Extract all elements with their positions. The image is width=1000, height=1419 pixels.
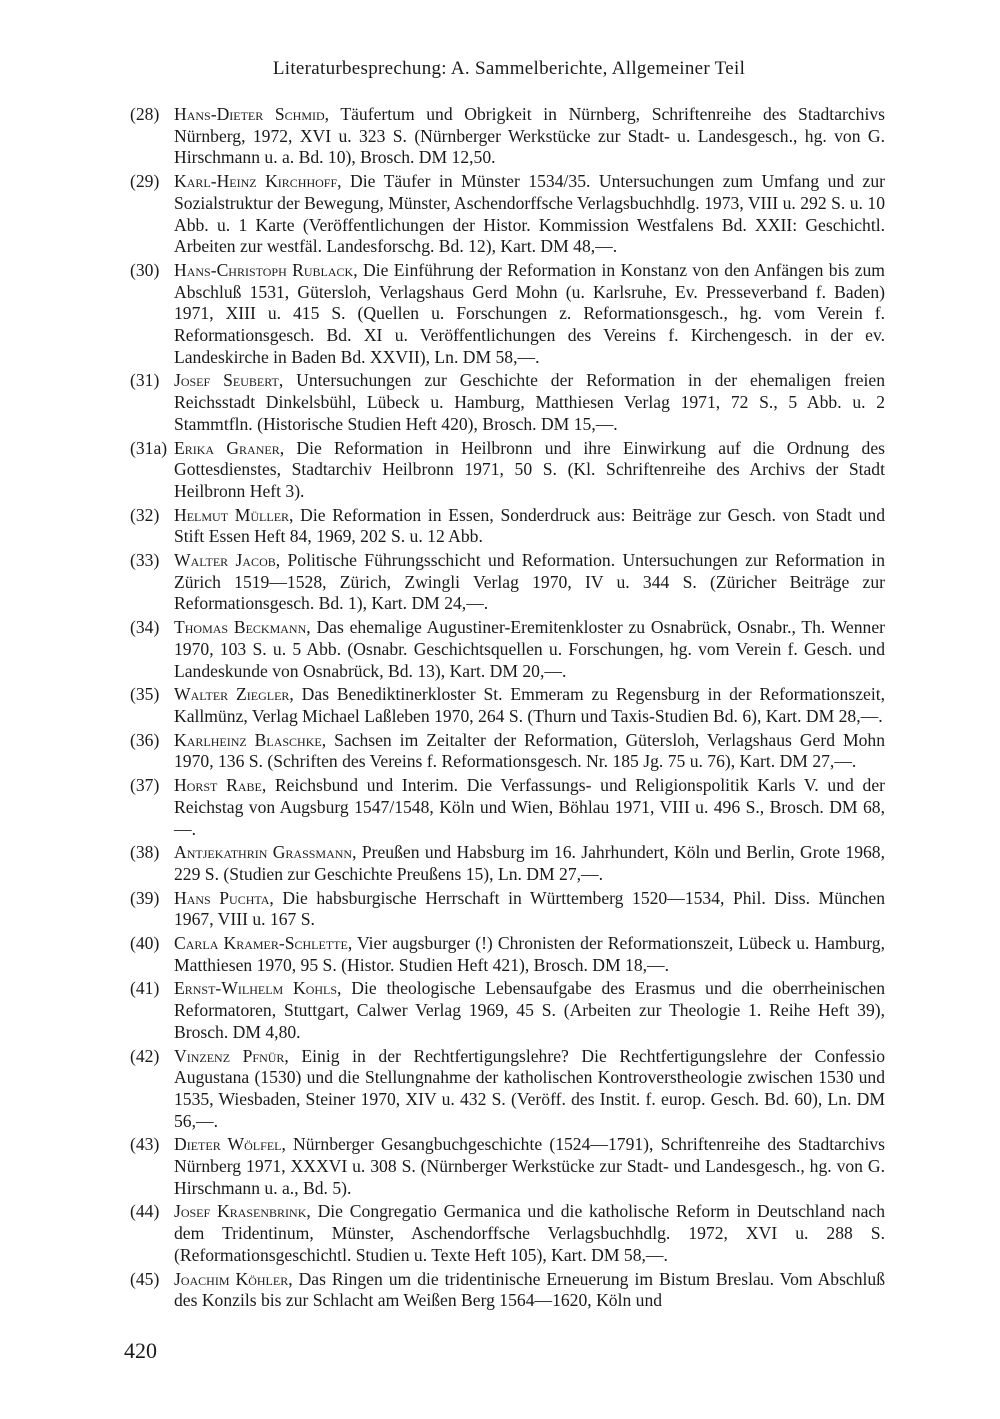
- entry-text: Politische Führungsschicht und Reformation. Untersuchungen zur Reformation in Zürich 1519—1528, Zürich, Zwingli Verlag 1970, IV u. 344 S. (Züricher Beiträge zur Reformationsgesch. Bd. 1), Kart. DM 24,—.: [174, 550, 885, 614]
- entry-author: Hans-Christoph Rublack,: [174, 259, 358, 280]
- entry-number: (44): [130, 1201, 160, 1222]
- bibliography-entry: [130, 550, 885, 615]
- entry-author: Karlheinz Blaschke,: [174, 729, 327, 750]
- entry-author: Ernst-Wilhelm Kohls,: [174, 978, 342, 999]
- running-header: Literaturbesprechung: A. Sammelberichte, Allgemeiner Teil: [272, 58, 746, 79]
- entry-text: Die Einführung der Reformation in Konstanz von den Anfängen bis zum Abschluß 1531, Gütersloh, Verlagshaus Gerd Mohn (u. Karlsruhe, Ev. Presseverband f. Baden) 1971, XIII u. 415 S. (Quellen u. Forschungen z. Reformationsgesch., hg. vom Verein f. Reformationsgesch. Bd. XI u. Veröffentlichungen des Vereins f. Kirchengesch. in der ev. Landeskirche in Baden Bd. XXVII), Ln. DM 58,—.: [174, 259, 885, 367]
- entry-number: (33): [130, 550, 160, 571]
- entry-author: Dieter Wölfel,: [174, 1134, 286, 1155]
- bibliography-entry: [130, 438, 885, 503]
- entry-author: Josef Krasenbrink,: [174, 1201, 311, 1222]
- entry-author: Karl-Heinz Kirchhoff,: [174, 171, 342, 192]
- entry-text: Die Reformation in Essen, Sonderdruck aus: Beiträge zur Gesch. von Stadt und Stift Essen Heft 84, 1969, 202 S. u. 12 Abb.: [174, 504, 885, 547]
- entry-text: Die Täufer in Münster 1534/35. Untersuchungen zum Umfang und zur Sozialstruktur der Bewegung, Münster, Aschendorffsche Verlagsbuchhdlg. 1973, VIII u. 292 S. u. 10 Abb. u. 1 Karte (Veröffentlichungen der Histor. Kommission Westfalens Bd. XXII: Geschichtl. Arbeiten zur westfäl. Landesforschg. Bd. 12), Kart. DM 48,—.: [174, 171, 885, 257]
- entry-author: Vinzenz Pfnür,: [174, 1045, 289, 1066]
- bibliography-entry: [130, 730, 885, 773]
- entry-number: (39): [130, 887, 160, 908]
- entry-author: Hans Puchta,: [174, 887, 274, 908]
- entry-text: Reichsbund und Interim. Die Verfassungs- und Religionspolitik Karls V. und der Reichstag von Augsburg 1547/1548, Köln und Wien, Böhlau 1971, VIII u. 496 S., Brosch. DM 68,—.: [174, 775, 885, 839]
- entry-number: (31a): [130, 437, 168, 458]
- entry-author: Hans-Dieter Schmid,: [174, 104, 330, 124]
- entry-text: Die Congregatio Germanica und die katholische Reform in Deutschland nach dem Tridentinum, Münster, Aschendorffsche Verlagsbuchhdlg. 1972, XVI u. 288 S. (Reformationsgeschichtl. Studien u. Texte Heft 105), Kart. DM 58,—.: [174, 1201, 885, 1265]
- entry-text: Preußen und Habsburg im 16. Jahrhundert, Köln und Berlin, Grote 1968, 229 S. (Studien zur Geschichte Preußens 15), Ln. DM 27,—.: [174, 842, 885, 884]
- bibliography-entry: [130, 1201, 885, 1266]
- entry-number: (43): [130, 1134, 160, 1155]
- entry-text: Vier augsburger (!) Chronisten der Reformationszeit, Lübeck u. Hamburg, Matthiesen 1970, 95 S. (Histor. Studien Heft 421), Brosch. DM 18,—.: [174, 933, 885, 975]
- entry-text: Täufertum und Obrigkeit in Nürnberg, Schriftenreihe des Stadtarchivs Nürnberg, 1972, XVI u. 323 S. (Nürnberger Werkstücke zur Stadt- u. Landesgesch., hg. von G. Hirschmann u. a. Bd. 10), Brosch. DM 12,50.: [174, 104, 886, 168]
- entry-author: Erika Graner,: [174, 437, 285, 458]
- entry-number: (30): [130, 259, 160, 280]
- entry-number: (34): [130, 617, 160, 638]
- entry-author: Helmut Müller,: [174, 504, 294, 525]
- entry-author: Walter Jacob,: [174, 550, 281, 571]
- entry-number: (36): [130, 729, 160, 750]
- entry-number: (37): [130, 775, 160, 796]
- entry-text: Untersuchungen zur Geschichte der Reformation in der ehemaligen freien Reichsstadt Dinkelsbühl, Lübeck u. Hamburg, Matthiesen Verlag 1971, 72 S., 5 Abb. u. 2 Stammtfln. (Historische Studien Heft 420), Brosch. DM 15,—.: [174, 370, 885, 434]
- entry-author: Carla Kramer-Schlette,: [174, 933, 353, 954]
- entry-text: Die theologische Lebensaufgabe des Erasmus und die oberrheinischen Reformatoren, Stuttgart, Calwer Verlag 1969, 45 S. (Arbeiten zur Theologie 1. Reihe Heft 39), Brosch. DM 4,80.: [174, 978, 886, 1042]
- bibliography-entry: [130, 775, 885, 840]
- bibliography-entry: [130, 1134, 885, 1199]
- entry-author: Walter Ziegler,: [174, 684, 294, 705]
- bibliography-entry: [130, 617, 885, 682]
- entry-text: Einig in der Rechtfertigungslehre? Die Rechtfertigungslehre der Confessio Augustana (1530) und die Stellungnahme der katholischen Kontroverstheologie zwischen 1530 und 1535, Wiesbaden, Steiner 1970, XIV u. 432 S. (Veröff. des Instit. f. europ. Gesch. Bd. 60), Ln. DM 56,—.: [174, 1045, 885, 1131]
- bibliography-entry: [130, 888, 885, 931]
- entry-text: Die habsburgische Herrschaft in Württemberg 1520—1534, Phil. Diss. München 1967, VIII u. 167 S.: [174, 887, 885, 930]
- entry-number: (41): [130, 978, 160, 999]
- bibliography-entry: [130, 104, 885, 169]
- bibliography-entry: [130, 842, 885, 885]
- bibliography-entry: [130, 933, 885, 976]
- entry-number: (45): [130, 1268, 160, 1289]
- entry-number: (29): [130, 171, 160, 192]
- bibliography-entry: [130, 1269, 885, 1312]
- bibliography-entry: [130, 684, 885, 727]
- bibliography-entry: [130, 370, 885, 435]
- entry-text: Nürnberger Gesangbuchgeschichte (1524—1791), Schriftenreihe des Stadtarchivs Nürnberg 1971, XXXVI u. 308 S. (Nürnberger Werkstücke zur Stadt- und Landesgesch., hg. von G. Hirschmann u. a., Bd. 5).: [174, 1134, 885, 1198]
- entry-number: (35): [130, 684, 160, 705]
- entry-text: Sachsen im Zeitalter der Reformation, Gütersloh, Verlagshaus Gerd Mohn 1970, 136 S. (Schriften des Vereins f. Reformationsgesch. Nr. 185 Jg. 75 u. 76), Kart. DM 27,—.: [174, 729, 885, 772]
- entry-text: Das Ringen um die tridentinische Erneuerung im Bistum Breslau. Vom Abschluß des Konzils bis zur Schlacht am Weißen Berg 1564—1620, Köln und: [174, 1268, 886, 1311]
- entry-text: Das Benediktinerkloster St. Emmeram zu Regensburg in der Reformationszeit, Kallmünz, Verlag Michael Laßleben 1970, 264 S. (Thurn und Taxis-Studien Bd. 6), Kart. DM 28,—.: [174, 684, 885, 726]
- bibliography-entry: [130, 171, 885, 258]
- entry-number: (42): [130, 1045, 160, 1066]
- entry-author: Horst Rabe,: [174, 775, 267, 796]
- bibliography-entry: [130, 978, 885, 1043]
- entry-number: (38): [130, 842, 160, 863]
- bibliography-entry: [130, 1046, 885, 1133]
- entry-number: (32): [130, 504, 160, 525]
- entry-number: (28): [130, 104, 160, 124]
- bibliography-list: [130, 104, 885, 1314]
- entry-text: Die Reformation in Heilbronn und ihre Einwirkung auf die Ordnung des Gottesdienstes, Stadtarchiv Heilbronn 1971, 50 S. (Kl. Schriftenreihe des Archivs der Stadt Heilbronn Heft 3).: [174, 437, 885, 501]
- entry-author: Josef Seubert,: [174, 370, 284, 391]
- page-number: 420: [124, 1338, 157, 1363]
- bibliography-entry: [130, 260, 885, 369]
- entry-author: Antjekathrin Grassmann,: [174, 842, 357, 863]
- entry-number: (31): [130, 370, 160, 391]
- entry-author: Thomas Beckmann,: [174, 617, 311, 638]
- entry-number: (40): [130, 933, 160, 954]
- entry-text: Das ehemalige Augustiner-Eremitenkloster zu Osnabrück, Osnabr., Th. Wenner 1970, 103 S. u. 5 Abb. (Osnabr. Geschichtsquellen u. Forschungen, hg. vom Verein f. Gesch. und Landeskunde von Osnabrück, Bd. 13), Kart. DM 20,—.: [174, 617, 886, 681]
- bibliography-entry: [130, 505, 885, 548]
- entry-author: Joachim Köhler,: [174, 1268, 293, 1289]
